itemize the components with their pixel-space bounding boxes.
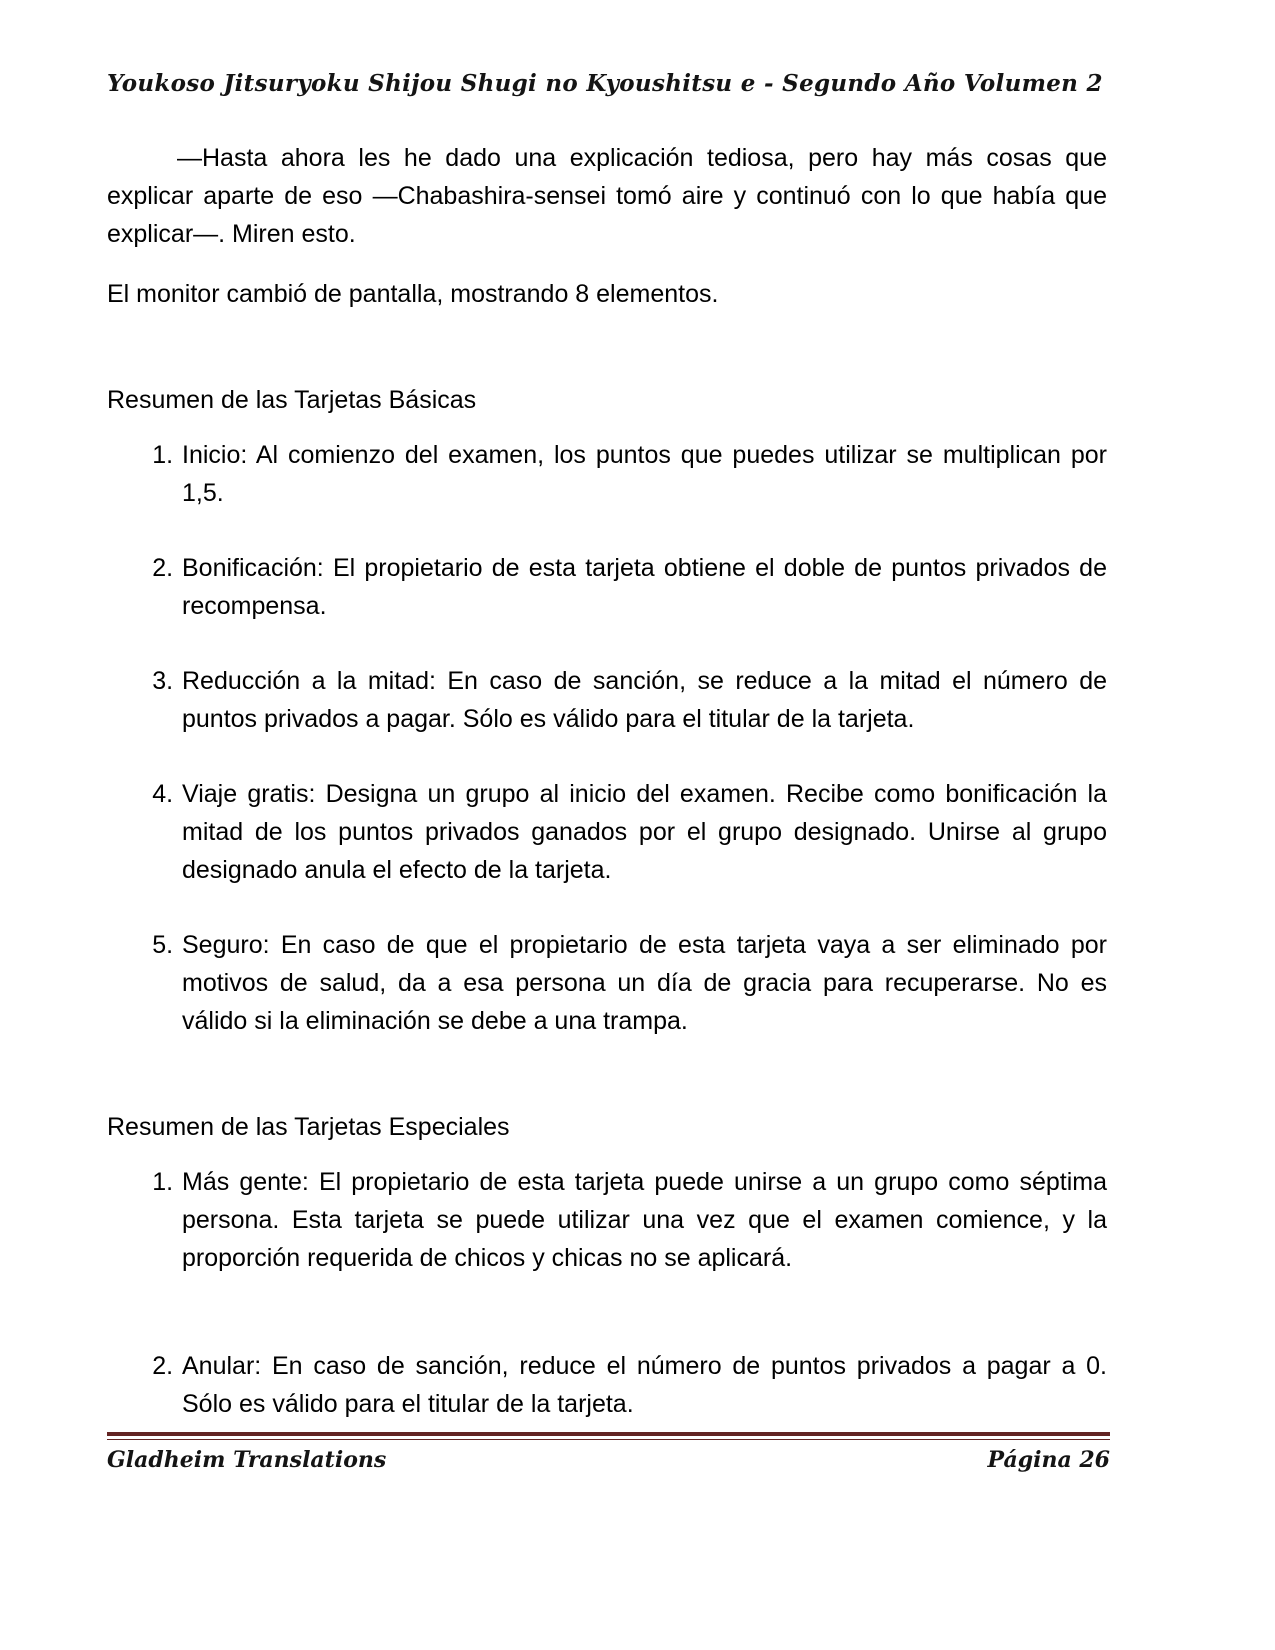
paragraph-dialogue: —Hasta ahora les he dado una explicación tediosa, pero hay más cosas que explicar aparte de eso —Chabashira-sensei tomó aire y continuó con lo que había que explicar—. Miren esto. (107, 144, 1107, 248)
list-item-seguro: 5. Seguro: En caso de que el propietario de esta tarjeta vaya a ser eliminado por motivos de salud, da a esa persona un día de gracia para recuperarse. No es válido si la eliminación se debe a una trampa. (180, 926, 1107, 1040)
list-item-mas-gente: 1. Más gente: El propietario de esta tarjeta puede unirse a un grupo como séptima persona. Esta tarjeta se puede utilizar una vez que el examen comience, y la proporción requerida de chicos y chicas no se aplicará. (180, 1163, 1107, 1277)
footer-page-number: Página 26 (987, 1447, 1110, 1473)
paragraph-narration: El monitor cambió de pantalla, mostrando 8 elementos. (107, 280, 719, 308)
footer-rule (107, 1432, 1110, 1440)
special-cards-list (107, 1163, 1107, 1423)
list-item-anular: 2. Anular: En caso de sanción, reduce el número de puntos privados a pagar a 0. Sólo es válido para el titular de la tarjeta. (180, 1347, 1107, 1423)
list-item-reduccion: 3. Reducción a la mitad: En caso de sanción, se reduce a la mitad el número de puntos privados a pagar. Sólo es válido para el titular de la tarjeta. (180, 662, 1107, 738)
page-header (0, 0, 1275, 98)
list-item-bonificacion: 2. Bonificación: El propietario de esta tarjeta obtiene el doble de puntos privados de recompensa. (180, 549, 1107, 625)
section-heading-tarjetas-especiales: Resumen de las Tarjetas Especiales (107, 1113, 510, 1141)
section-heading-tarjetas-basicas: Resumen de las Tarjetas Básicas (107, 386, 477, 414)
page-footer (107, 1432, 1110, 1473)
footer-translator-credit: Gladheim Translations (107, 1447, 387, 1473)
list-item-inicio: 1. Inicio: Al comienzo del examen, los puntos que puedes utilizar se multiplican por 1,5. (180, 436, 1107, 512)
footer-row (107, 1447, 1110, 1473)
list-item-viaje-gratis: 4. Viaje gratis: Designa un grupo al inicio del examen. Recibe como bonificación la mitad de los puntos privados ganados por el grupo designado. Unirse al grupo designado anula el efecto de la tarjeta. (180, 775, 1107, 889)
page-content (0, 139, 1275, 1423)
basic-cards-list (107, 436, 1107, 1040)
header-title: Youkoso Jitsuryoku Shijou Shugi no Kyoushitsu e - Segundo Año Volumen 2 (107, 70, 1103, 97)
